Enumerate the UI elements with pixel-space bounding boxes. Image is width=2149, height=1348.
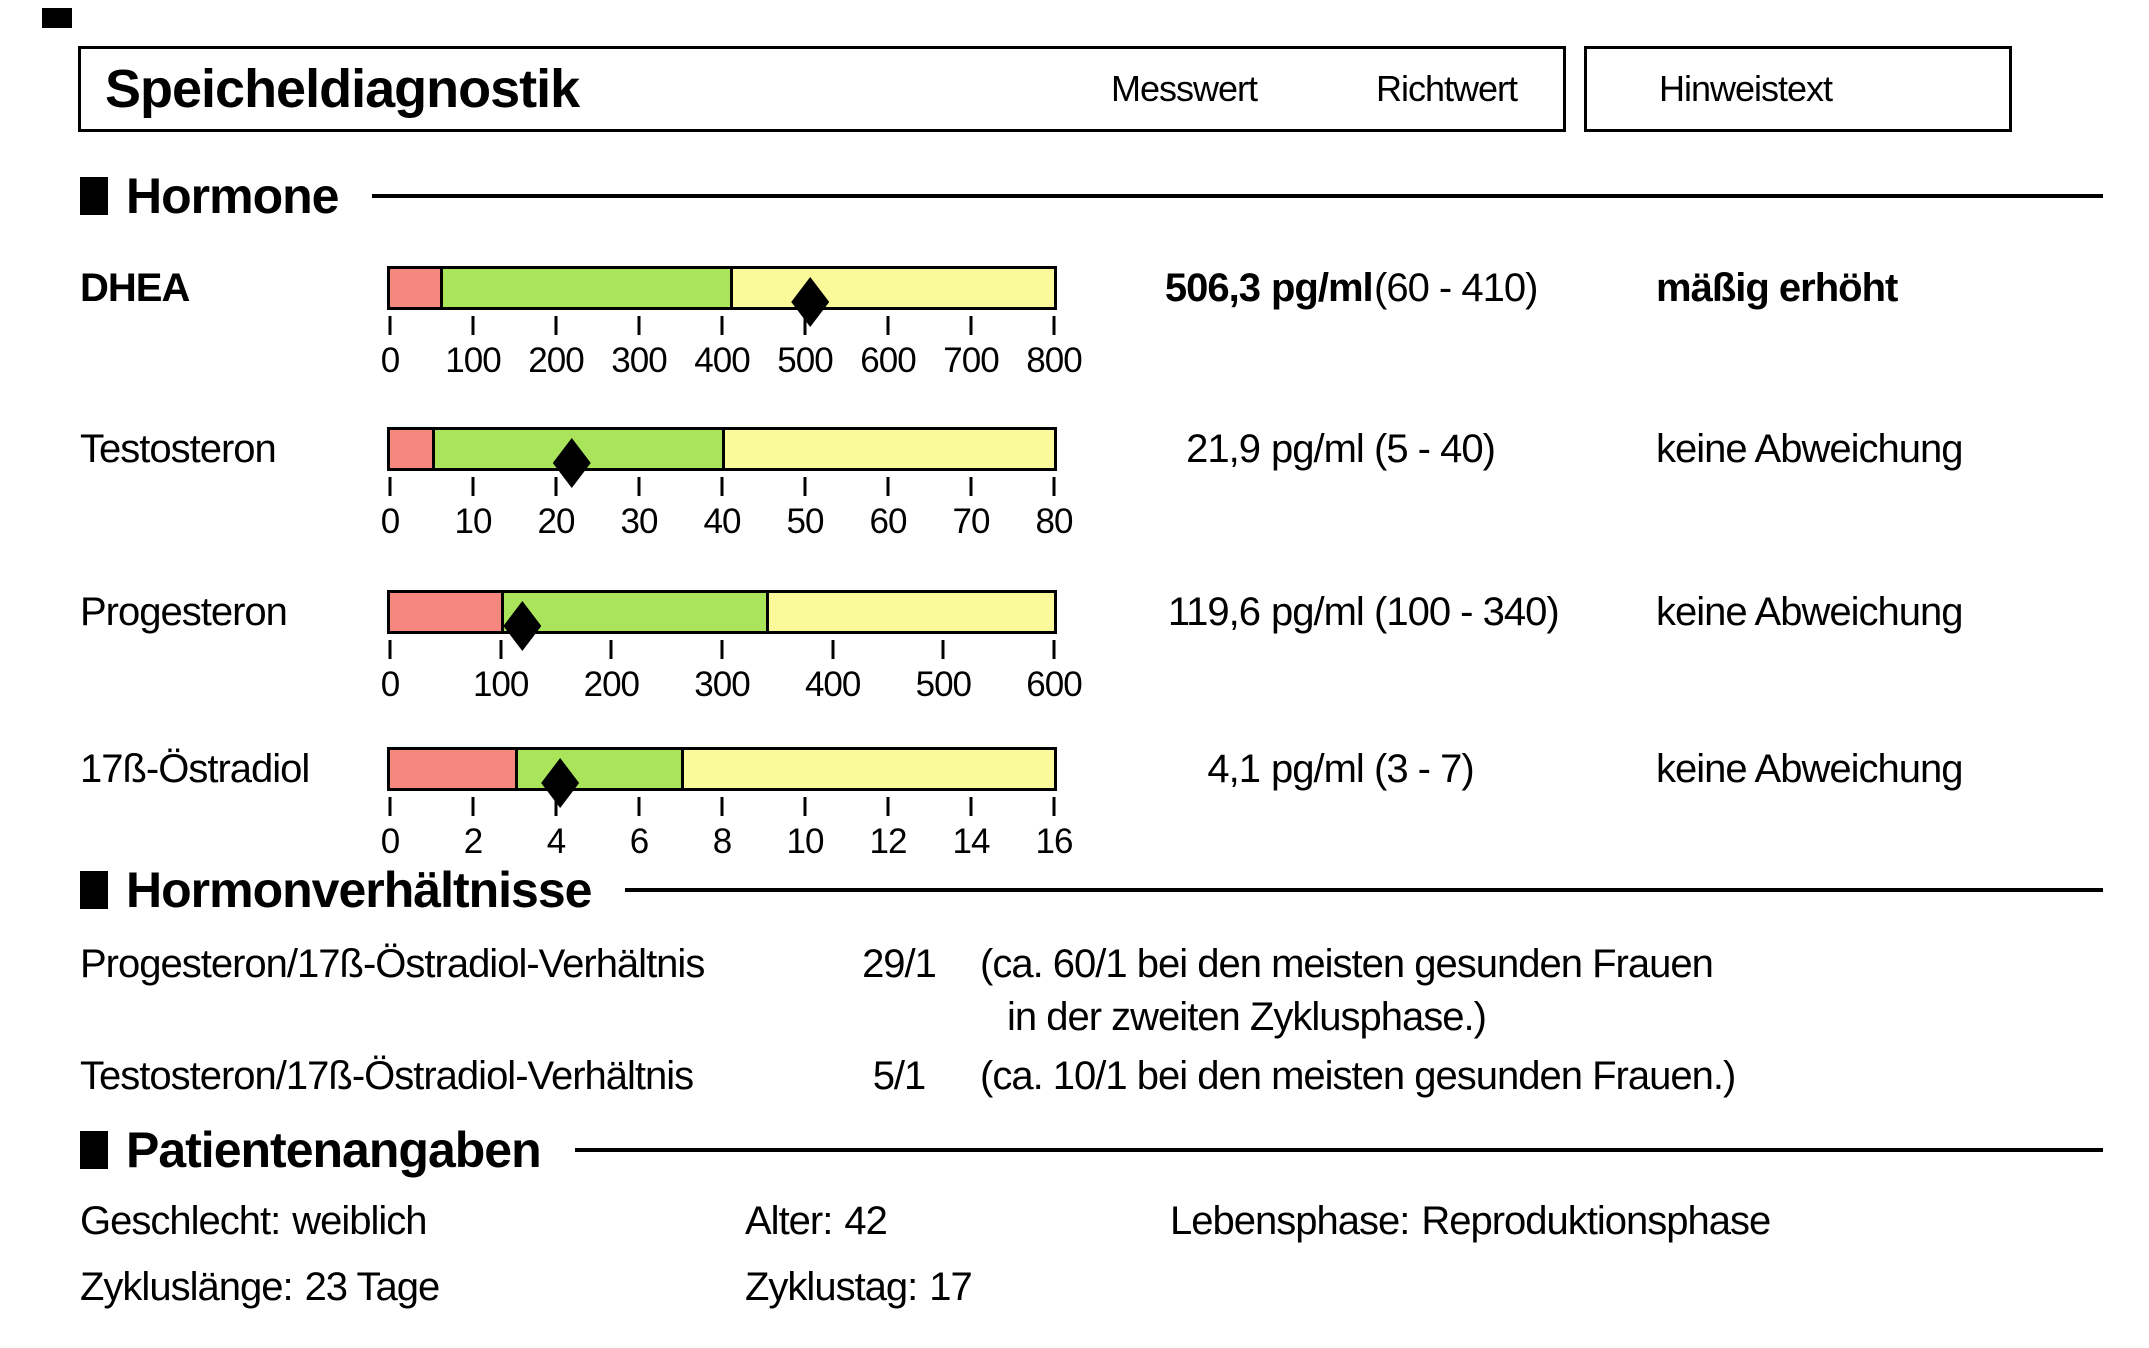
tick-label: 100 (445, 341, 501, 380)
tick-label: 2 (463, 822, 483, 861)
ratio-label: Testosteron/17ß-Östradiol-Verhältnis (80, 1054, 694, 1098)
section-bullet-square (80, 177, 108, 215)
tick-mark (389, 316, 392, 335)
gauge-high-zone (722, 430, 1054, 468)
ratio-note-line1: (ca. 10/1 bei den meisten gesunden Frauen.) (980, 1054, 1736, 1098)
tick-mark (887, 797, 890, 816)
hormone-name: 17ß-Östradiol (80, 747, 310, 791)
reference-range: (60 - 410) (1374, 266, 1538, 310)
measured-value: 21,9 (1186, 427, 1260, 471)
patient-geschlecht (80, 1196, 427, 1246)
tick-label: 600 (1026, 665, 1082, 704)
patient-zyklustag (745, 1262, 972, 1312)
tick-mark (721, 477, 724, 496)
ratio-note (980, 938, 1713, 1044)
gauge-low-zone (390, 430, 432, 468)
tick-mark (1053, 316, 1056, 335)
tick-label: 14 (952, 822, 990, 861)
section-title: Hormonverhältnisse (126, 862, 592, 918)
measured-value: 4,1 (1207, 747, 1260, 791)
section-bullet-square (80, 1131, 108, 1169)
tick-mark (831, 640, 834, 659)
tick-label: 800 (1026, 341, 1082, 380)
tick-mark (970, 477, 973, 496)
tick-mark (638, 477, 641, 496)
reference-range: (5 - 40) (1374, 427, 1495, 471)
tick-mark (1053, 477, 1056, 496)
tick-label: 500 (915, 665, 972, 704)
patient-field-value: 17 (929, 1265, 972, 1309)
hinweistext-header-box (1584, 46, 2012, 132)
tick-label: 20 (537, 502, 575, 541)
tick-mark (499, 640, 502, 659)
hormone-name: Testosteron (80, 427, 276, 471)
tick-mark (638, 797, 641, 816)
tick-mark (555, 477, 558, 496)
section-heading-patient (80, 1122, 2103, 1178)
gauge-ticks (390, 797, 1054, 816)
section-title: Hormone (126, 168, 339, 224)
gauge-normal-zone (440, 269, 731, 307)
hormone-name: DHEA (80, 266, 190, 310)
section-heading-ratios (80, 862, 2103, 918)
hormone-gauge (380, 747, 1073, 872)
hormone-gauge (380, 590, 1082, 715)
tick-label: 700 (943, 341, 999, 380)
hormone-gauge (380, 427, 1073, 552)
tick-label: 60 (869, 502, 907, 541)
tick-label: 600 (860, 341, 916, 380)
patient-field-value: 23 Tage (304, 1265, 440, 1309)
hint-text: keine Abweichung (1656, 427, 1963, 471)
gauge-ticks (390, 316, 1054, 335)
tick-mark (970, 797, 973, 816)
tick-label: 4 (546, 822, 566, 861)
gauge-tick-labels (380, 340, 1082, 382)
hint-text: keine Abweichung (1656, 590, 1963, 634)
gauge-ticks (390, 640, 1054, 659)
tick-label: 40 (703, 502, 741, 541)
tick-label: 0 (380, 665, 400, 704)
tick-mark (721, 316, 724, 335)
tick-label: 0 (380, 822, 400, 861)
gauge-tick-labels (380, 664, 1082, 706)
tick-label: 0 (380, 502, 400, 541)
tick-mark (389, 640, 392, 659)
tick-label: 300 (694, 665, 750, 704)
tick-mark (721, 797, 724, 816)
tick-label: 8 (712, 822, 732, 861)
patient-field-label: Zykluslänge: (80, 1265, 293, 1309)
corner-mark (42, 8, 72, 28)
value-unit: pg/ml (1271, 590, 1364, 634)
hormone-row-testosteron (0, 427, 2149, 557)
patient-alter (745, 1196, 887, 1246)
tick-mark (389, 477, 392, 496)
gauge-bar (387, 590, 1057, 634)
ratio-value: 5/1 (872, 1054, 926, 1098)
patient-field-label: Geschlecht: (80, 1199, 281, 1243)
value-unit: pg/ml (1271, 427, 1364, 471)
tick-mark (804, 477, 807, 496)
patient-field-value: 42 (844, 1199, 887, 1243)
gauge-normal-zone (515, 750, 681, 788)
gauge-tick-labels (380, 501, 1073, 543)
gauge-high-zone (730, 269, 1054, 307)
tick-label: 16 (1035, 822, 1073, 861)
hormone-row-dhea (0, 266, 2149, 396)
measured-value: 119,6 (1167, 590, 1260, 634)
tick-label: 80 (1035, 502, 1073, 541)
tick-label: 10 (786, 822, 824, 861)
tick-mark (555, 316, 558, 335)
patient-field-value: weiblich (292, 1199, 427, 1243)
ratio-note-line1: (ca. 60/1 bei den meisten gesunden Frauen (980, 942, 1713, 986)
hint-text: mäßig erhöht (1656, 266, 1898, 310)
tick-mark (389, 797, 392, 816)
section-rule (575, 1148, 2103, 1152)
tick-label: 200 (528, 341, 584, 380)
hormone-row-progesteron (0, 590, 2149, 720)
patient-field-value: Reproduktionsphase (1421, 1199, 1771, 1243)
tick-mark (887, 477, 890, 496)
hormone-name: Progesteron (80, 590, 287, 634)
tick-label: 200 (583, 665, 640, 704)
ratio-note (980, 1050, 1735, 1103)
section-title: Patientenangaben (126, 1122, 541, 1178)
tick-mark (970, 316, 973, 335)
tick-mark (472, 316, 475, 335)
column-header-hinweistext: Hinweistext (1659, 68, 1833, 109)
tick-label: 30 (620, 502, 658, 541)
gauge-high-zone (766, 593, 1054, 631)
tick-mark (721, 640, 724, 659)
patient-field-label: Lebensphase: (1170, 1199, 1410, 1243)
tick-label: 500 (777, 341, 833, 380)
patient-zykluslaenge (80, 1262, 439, 1312)
tick-mark (887, 316, 890, 335)
tick-mark (1053, 640, 1056, 659)
tick-label: 400 (804, 665, 861, 704)
tick-mark (804, 797, 807, 816)
tick-label: 70 (952, 502, 990, 541)
column-header-richtwert: Richtwert (1376, 68, 1518, 109)
tick-label: 50 (786, 502, 824, 541)
report-header-box (78, 46, 1566, 132)
tick-mark (1053, 797, 1056, 816)
section-rule (625, 888, 2103, 892)
hormone-row-oestradiol (0, 747, 2149, 877)
gauge-low-zone (390, 750, 515, 788)
value-unit: pg/ml (1271, 747, 1364, 791)
gauge-low-zone (390, 269, 440, 307)
tick-mark (472, 797, 475, 816)
reference-range: (100 - 340) (1374, 590, 1559, 634)
value-unit: pg/ml (1271, 266, 1373, 310)
ratio-label: Progesteron/17ß-Östradiol-Verhältnis (80, 942, 705, 986)
column-header-messwert: Messwert (1111, 68, 1258, 109)
gauge-bar (387, 747, 1057, 791)
patient-field-label: Zyklustag: (745, 1265, 918, 1309)
gauge-tick-labels (380, 821, 1073, 863)
tick-label: 10 (454, 502, 492, 541)
gauge-high-zone (681, 750, 1055, 788)
hint-text: keine Abweichung (1656, 747, 1963, 791)
tick-label: 0 (380, 341, 400, 380)
section-bullet-square (80, 871, 108, 909)
section-heading-hormone (80, 168, 2103, 224)
tick-label: 100 (472, 665, 529, 704)
patient-field-label: Alter: (745, 1199, 833, 1243)
tick-label: 300 (611, 341, 667, 380)
tick-label: 6 (629, 822, 649, 861)
gauge-bar (387, 266, 1057, 310)
tick-mark (610, 640, 613, 659)
gauge-ticks (390, 477, 1054, 496)
report-title: Speicheldiagnostik (105, 59, 580, 119)
reference-range: (3 - 7) (1374, 747, 1474, 791)
tick-label: 12 (869, 822, 907, 861)
ratio-value: 29/1 (862, 942, 936, 986)
tick-label: 400 (694, 341, 750, 380)
gauge-low-zone (390, 593, 501, 631)
gauge-bar (387, 427, 1057, 471)
tick-mark (472, 477, 475, 496)
hormone-gauge (380, 266, 1082, 391)
patient-lebensphase (1170, 1196, 1770, 1246)
tick-mark (942, 640, 945, 659)
ratio-note-line2: in der zweiten Zyklusphase.) (1007, 995, 1486, 1039)
section-rule (372, 194, 2103, 198)
tick-mark (638, 316, 641, 335)
measured-value: 506,3 (1164, 266, 1260, 310)
